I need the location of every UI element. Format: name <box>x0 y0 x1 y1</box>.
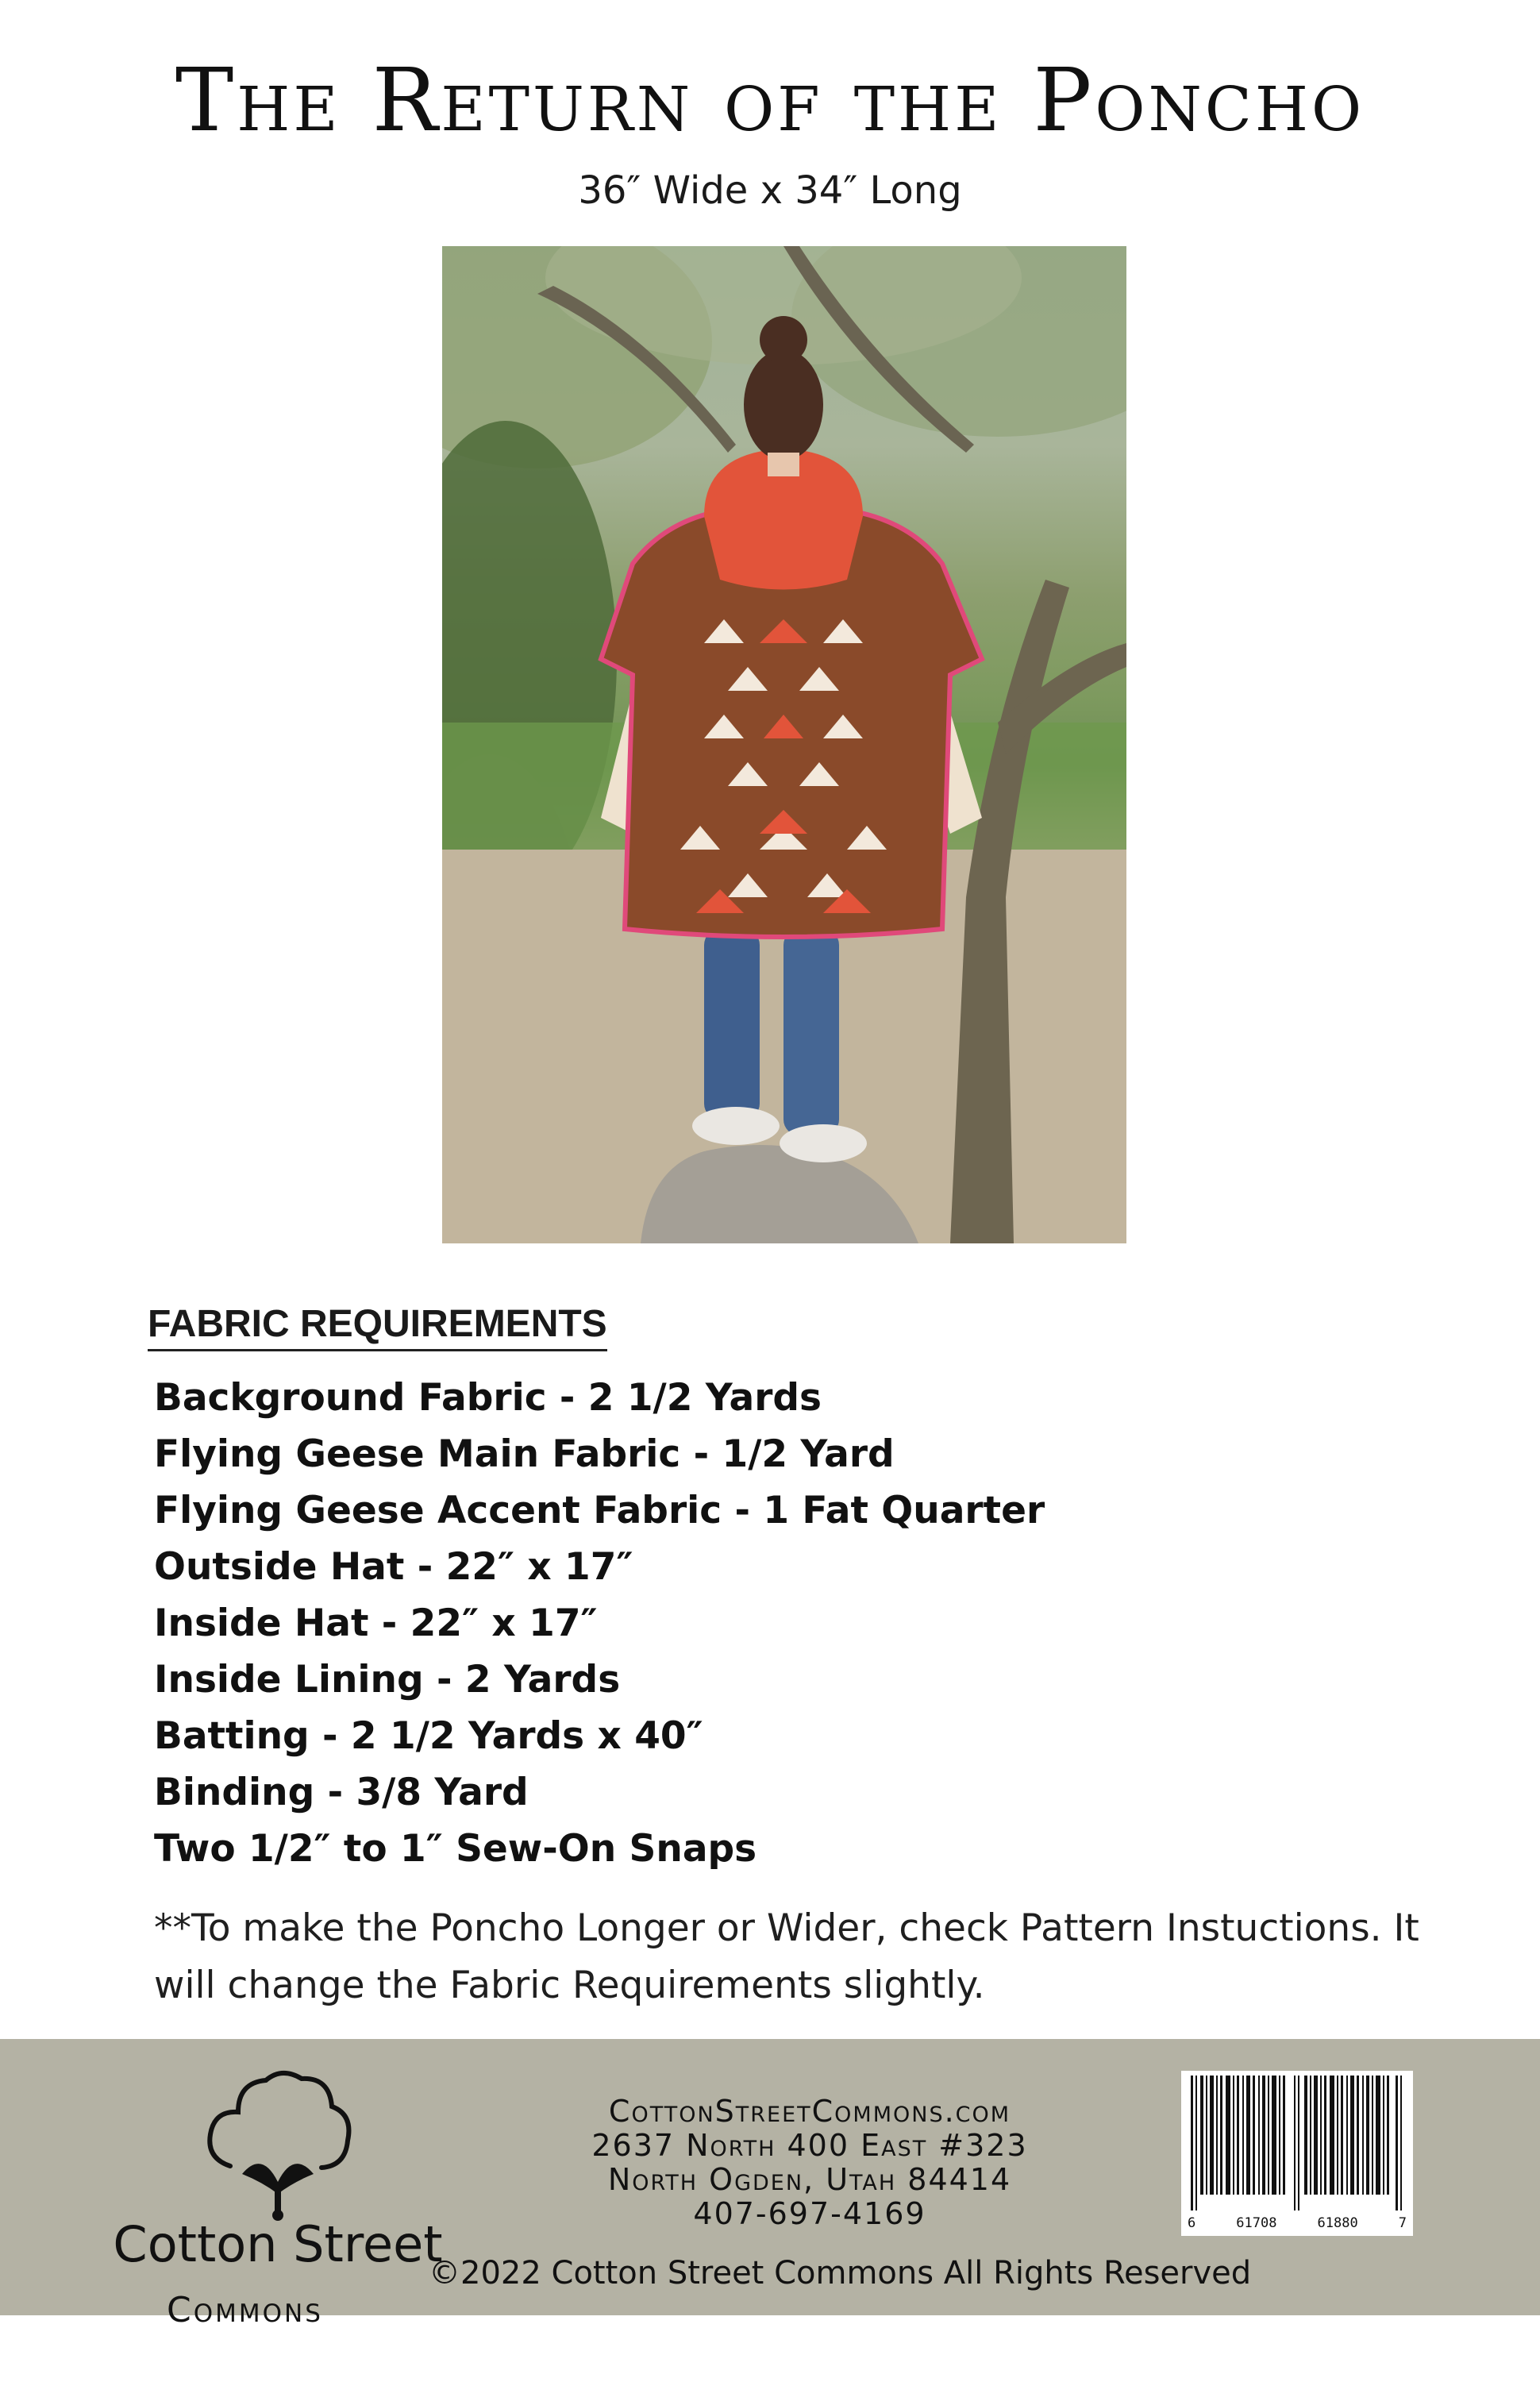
requirement-item: Two 1/2″ to 1″ Sew-On Snaps <box>154 1827 757 1871</box>
phone-number: 407-697-4169 <box>693 2196 926 2231</box>
requirement-item: Batting - 2 1/2 Yards x 40″ <box>154 1714 703 1758</box>
requirement-item: Background Fabric - 2 1/2 Yards <box>154 1376 822 1420</box>
publisher-footer <box>0 2039 1540 2330</box>
copyright-notice: ©2022 Cotton Street Commons All Rights Reserved <box>429 2255 1252 2291</box>
website-url[interactable]: CottonStreetCommons.com <box>608 2094 1011 2129</box>
fabric-requirements-list <box>154 1370 1045 1877</box>
requirement-item: Binding - 3/8 Yard <box>154 1771 529 1814</box>
pattern-title: The Return of the Poncho <box>175 49 1365 151</box>
requirement-item: Inside Lining - 2 Yards <box>154 1658 621 1702</box>
cotton-boll-icon <box>198 2063 357 2222</box>
size-adjustment-note: **To make the Poncho Longer or Wider, check Pattern Instuctions. It will change the Fabric Requirements slightly. <box>154 1906 1419 2007</box>
street-address: 2637 North 400 East #323 <box>591 2128 1028 2163</box>
barcode-digit-group: 6 <box>1188 2215 1196 2231</box>
cotton-street-logo <box>79 2063 476 2330</box>
logo-subtitle: Commons <box>167 2290 323 2330</box>
requirement-item: Inside Hat - 22″ x 17″ <box>154 1601 598 1645</box>
requirement-item: Flying Geese Main Fabric - 1/2 Yard <box>154 1432 895 1476</box>
requirement-item: Outside Hat - 22″ x 17″ <box>154 1545 633 1589</box>
pattern-dimensions: 36″ Wide x 34″ Long <box>578 168 962 213</box>
barcode-digit-group: 61708 <box>1236 2215 1277 2231</box>
barcode-icon <box>1188 2076 1407 2210</box>
barcode-digit-group: 7 <box>1398 2215 1407 2231</box>
contact-block <box>524 2095 1095 2231</box>
logo-wordmark: Cotton Street <box>113 2215 443 2273</box>
poncho-photo <box>442 246 1126 1243</box>
fabric-requirements-heading: FABRIC REQUIREMENTS <box>148 1302 607 1351</box>
requirement-item: Flying Geese Accent Fabric - 1 Fat Quarter <box>154 1489 1045 1532</box>
barcode-digits <box>1188 2215 1407 2231</box>
barcode-digit-group: 61880 <box>1317 2215 1358 2231</box>
product-barcode <box>1181 2071 1413 2236</box>
city-state-zip: North Ogden, Utah 84414 <box>607 2162 1012 2197</box>
